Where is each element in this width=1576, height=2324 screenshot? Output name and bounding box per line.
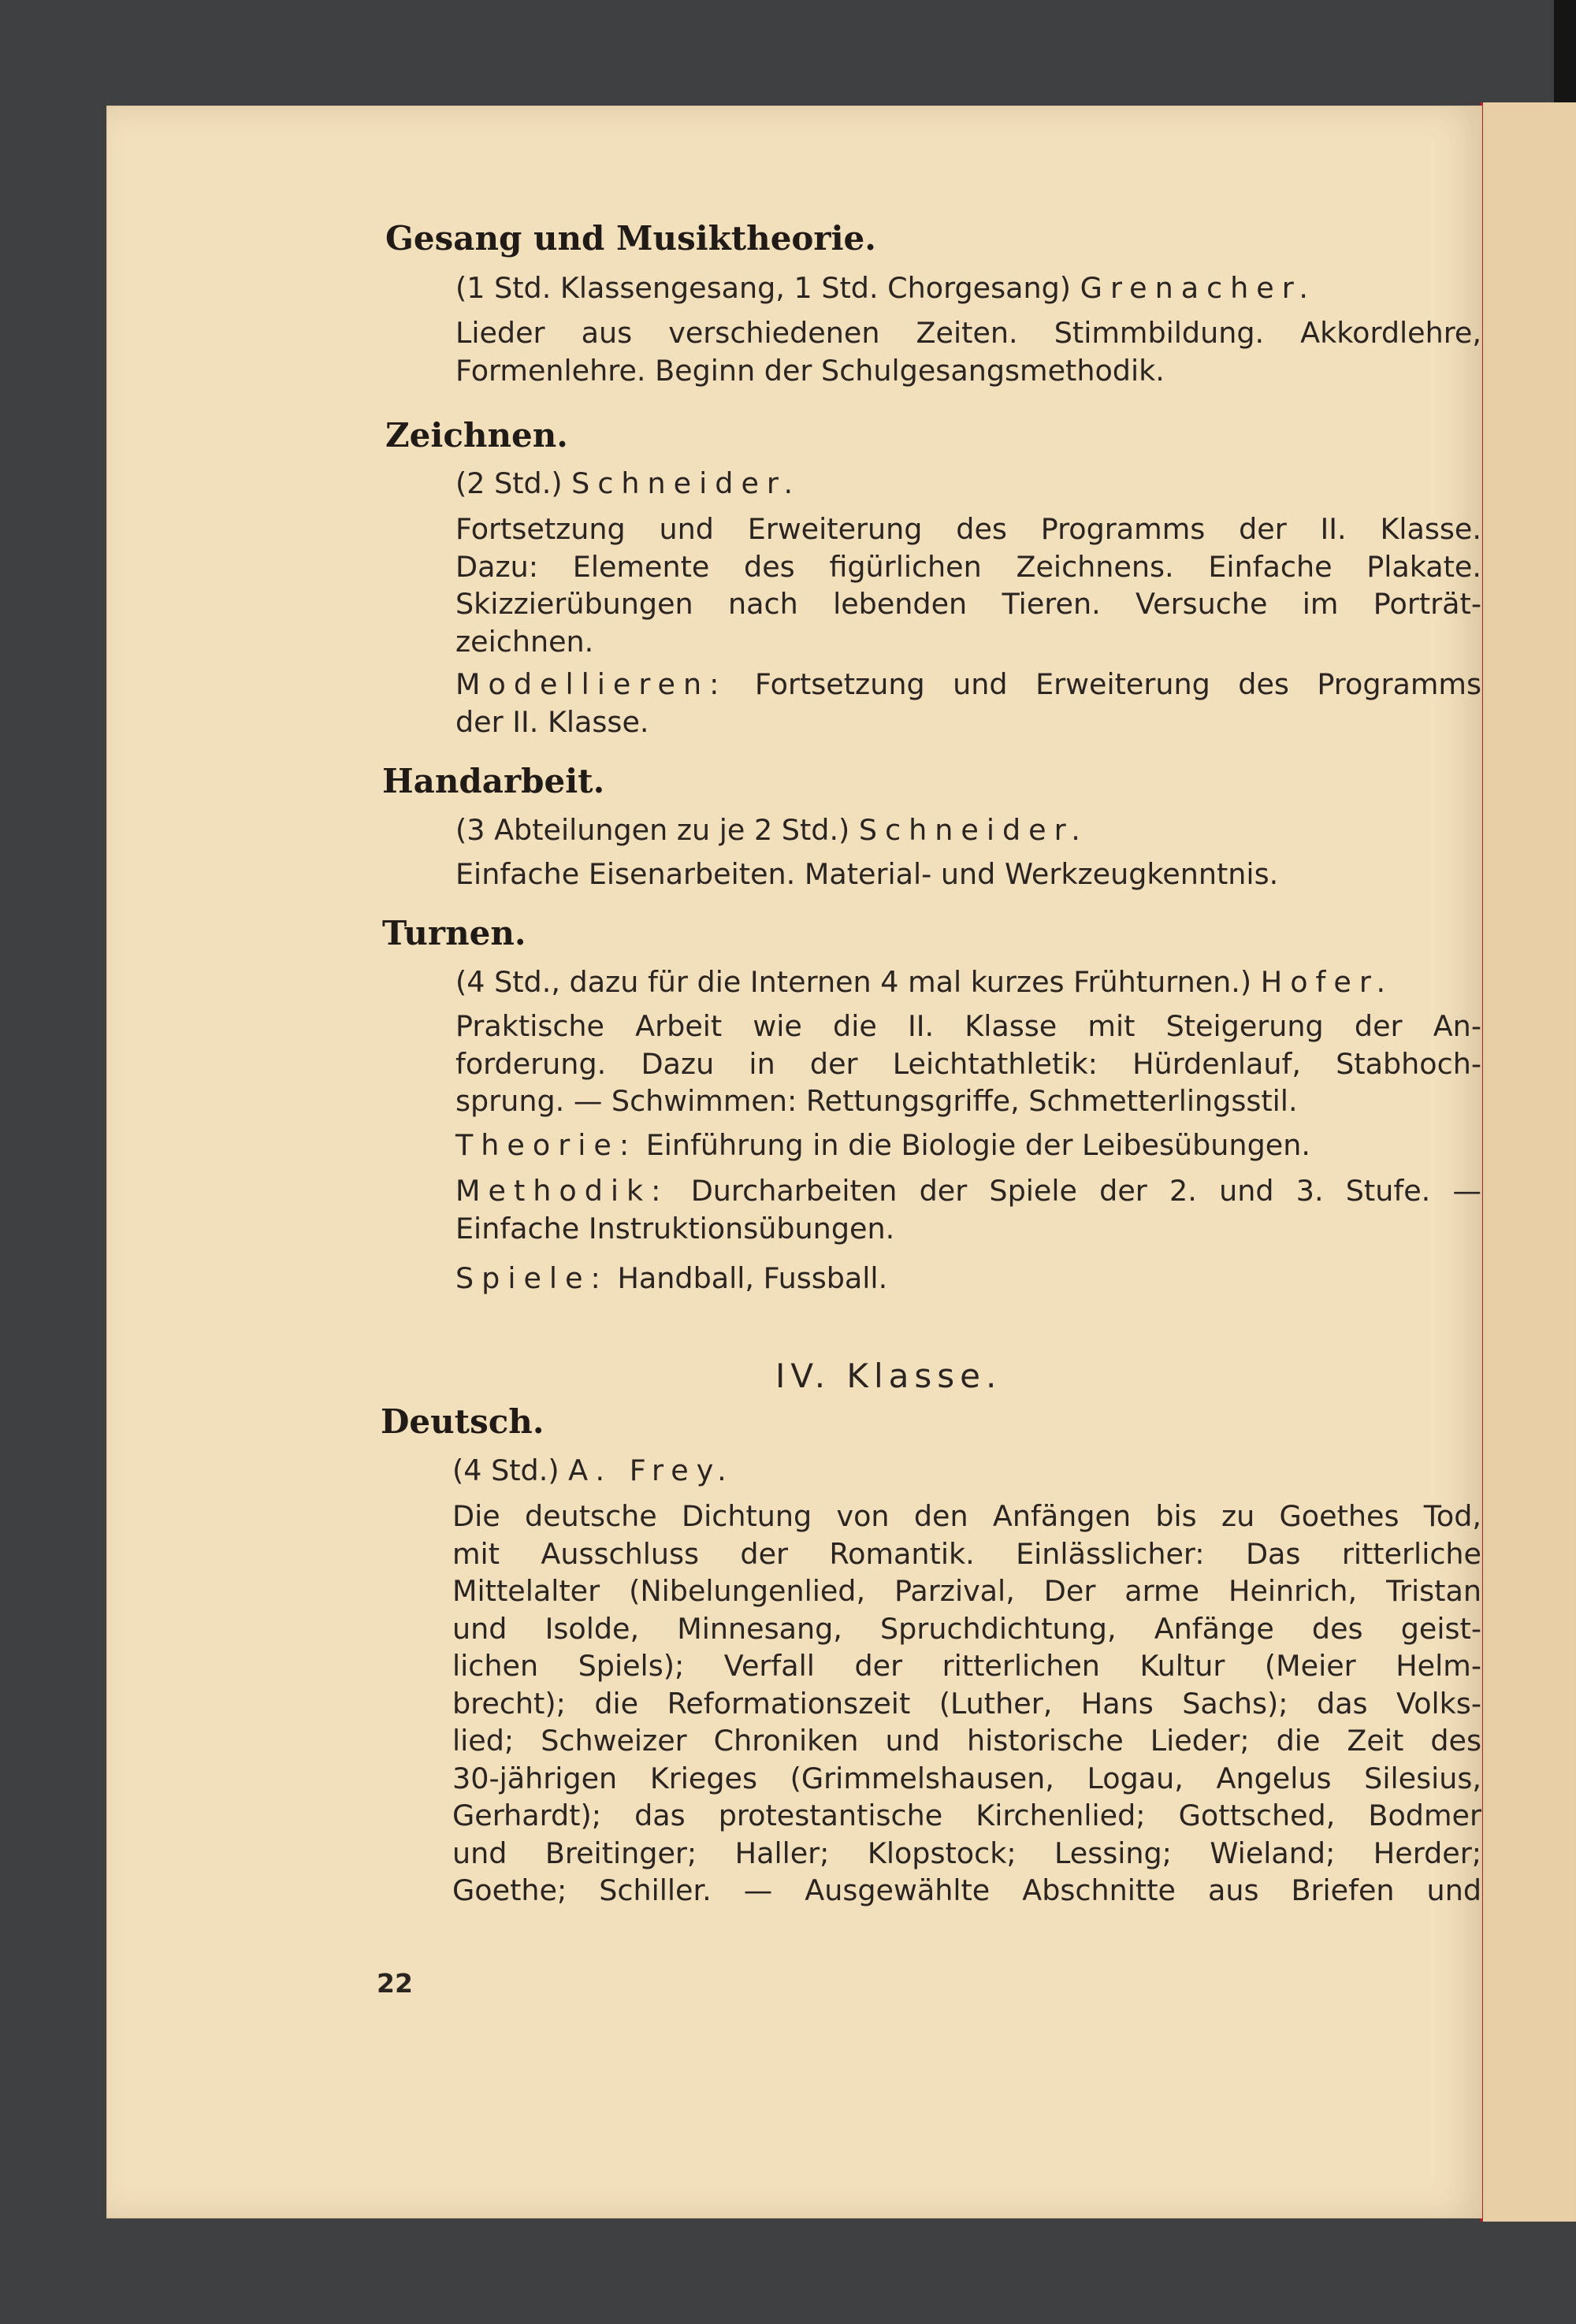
turnen-hours-prefix: (4 Std., dazu für die Internen 4 mal kurzes Frühturnen.) xyxy=(455,965,1252,999)
turnen-description xyxy=(455,1008,1481,1120)
deutsch-line-10: und Breitinger; Haller; Klopstock; Lessing; Wieland; Herder; xyxy=(452,1836,1481,1870)
zeichnen-hours-prefix: (2 Std.) xyxy=(455,466,563,500)
deutsch-teacher: A. Frey. xyxy=(568,1453,734,1487)
klasse-heading: IV. Klasse. xyxy=(775,1357,1002,1395)
turnen-line-1: Praktische Arbeit wie die II. Klasse mit Steigerung der An- xyxy=(455,1009,1481,1043)
methodik-line-2: Einfache Instruktionsübungen. xyxy=(455,1211,895,1246)
heading-handarbeit: Handarbeit. xyxy=(382,762,605,800)
next-page-edge xyxy=(1480,102,1576,2222)
gesang-line-1: Lieder aus verschiedenen Zeiten. Stimmbildung. Akkordlehre, xyxy=(455,316,1481,350)
deutsch-line-8: 30-jährigen Krieges (Grimmelshausen, Logau, Angelus Silesius, xyxy=(452,1761,1481,1795)
turnen-teacher: Hofer. xyxy=(1260,965,1394,999)
deutsch-description xyxy=(452,1498,1481,1910)
deutsch-hours xyxy=(452,1452,734,1490)
gesang-description xyxy=(455,314,1481,389)
handarbeit-description: Einfache Eisenarbeiten. Material- und Werkzeugkenntnis. xyxy=(455,857,1279,891)
turnen-line-2: forderung. Dazu in der Leichtathletik: Hürdenlauf, Stabhoch- xyxy=(455,1046,1481,1081)
turnen-hours xyxy=(455,963,1393,1001)
zeichnen-hours xyxy=(455,465,801,503)
deutsch-line-2: mit Ausschluss der Romantik. Einlässlicher: Das ritterliche xyxy=(452,1536,1481,1571)
book-page xyxy=(107,106,1481,2218)
turnen-line-3: sprung. — Schwimmen: Rettungsgriffe, Schmetterlingsstil. xyxy=(455,1084,1298,1118)
theorie-label: Theorie: xyxy=(455,1128,637,1162)
gesang-hours xyxy=(455,269,1316,307)
modellieren-paragraph xyxy=(455,666,1481,741)
deutsch-line-7: lied; Schweizer Chroniken und historische Lieder; die Zeit des xyxy=(452,1724,1481,1758)
zeichnen-line-4: zeichnen. xyxy=(455,624,594,659)
deutsch-line-3: Mittelalter (Nibelungenlied, Parzival, Der arme Heinrich, Tristan xyxy=(452,1574,1481,1608)
deutsch-hours-prefix: (4 Std.) xyxy=(452,1453,559,1487)
heading-zeichnen: Zeichnen. xyxy=(385,416,568,455)
page-number: 22 xyxy=(377,1968,413,1999)
handarbeit-hours xyxy=(455,811,1088,849)
zeichnen-line-2: Dazu: Elemente des figürlichen Zeichnens. Einfache Plakate. xyxy=(455,549,1481,584)
deutsch-line-4: und Isolde, Minnesang, Spruchdichtung, Anfänge des geist- xyxy=(452,1611,1481,1646)
methodik-text-first: Durcharbeiten der Spiele der 2. und 3. Stufe. — xyxy=(690,1174,1481,1208)
zeichnen-line-3: Skizzierübungen nach lebenden Tieren. Versuche im Porträt- xyxy=(455,587,1481,621)
heading-deutsch: Deutsch. xyxy=(381,1402,545,1441)
modellieren-text-first: Fortsetzung und Erweiterung des Programms xyxy=(754,667,1481,701)
deutsch-line-11: Goethe; Schiller. — Ausgewählte Abschnitte aus Briefen und xyxy=(452,1873,1481,1907)
modellieren-label: Modellieren: xyxy=(455,667,727,701)
book-spine xyxy=(1554,0,1576,102)
handarbeit-teacher: Schneider. xyxy=(858,813,1088,847)
deutsch-line-6: brecht); die Reformationszeit (Luther, Hans Sachs); das Volks- xyxy=(452,1686,1481,1721)
modellieren-line-1 xyxy=(455,666,1481,704)
handarbeit-hours-prefix: (3 Abteilungen zu je 2 Std.) xyxy=(455,813,850,847)
gesang-teacher: Grenacher. xyxy=(1080,271,1317,305)
deutsch-line-5: lichen Spiels); Verfall der ritterlichen Kultur (Meier Helm- xyxy=(452,1649,1481,1683)
zeichnen-line-1: Fortsetzung und Erweiterung des Programms der II. Klasse. xyxy=(455,512,1481,546)
zeichnen-teacher: Schneider. xyxy=(571,466,801,500)
zeichnen-description xyxy=(455,510,1481,660)
spiele-label: Spiele: xyxy=(455,1261,608,1295)
gesang-line-2: Formenlehre. Beginn der Schulgesangsmethodik. xyxy=(455,353,1165,388)
heading-gesang: Gesang und Musiktheorie. xyxy=(385,219,876,258)
deutsch-line-1: Die deutsche Dichtung von den Anfängen bis zu Goethes Tod, xyxy=(452,1499,1481,1533)
theorie-text: Einführung in die Biologie der Leibesübungen. xyxy=(645,1128,1310,1162)
heading-turnen: Turnen. xyxy=(382,914,526,952)
methodik-paragraph xyxy=(455,1172,1481,1247)
deutsch-line-9: Gerhardt); das protestantische Kirchenlied; Gottsched, Bodmer xyxy=(452,1799,1481,1832)
gesang-hours-prefix: (1 Std. Klassengesang, 1 Std. Chorgesang) xyxy=(455,271,1072,305)
modellieren-line-2: der II. Klasse. xyxy=(455,704,649,739)
theorie-paragraph xyxy=(455,1127,1310,1164)
spiele-text: Handball, Fussball. xyxy=(617,1261,888,1295)
methodik-label: Methodik: xyxy=(455,1174,669,1208)
methodik-line-1 xyxy=(455,1172,1481,1210)
spiele-paragraph xyxy=(455,1260,887,1298)
